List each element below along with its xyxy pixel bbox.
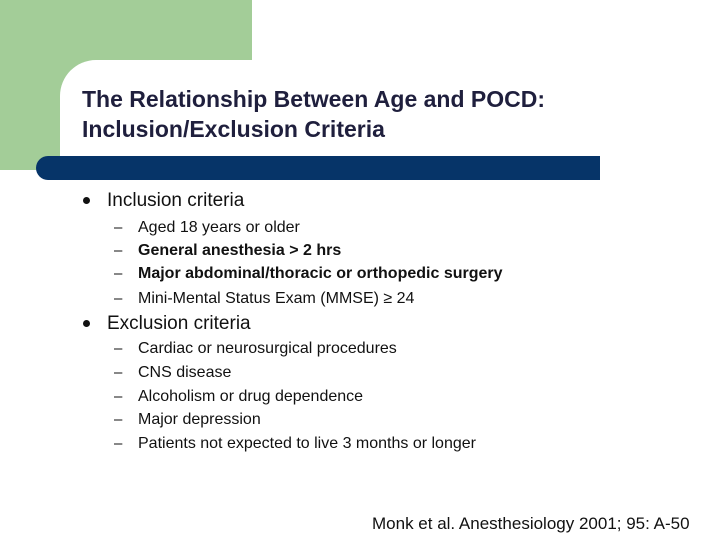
exclusion-heading: Exclusion criteria — [107, 313, 251, 334]
inclusion-item: Aged 18 years or older — [138, 219, 300, 236]
exclusion-item: Patients not expected to live 3 months or longer — [138, 435, 476, 452]
inclusion-item: General anesthesia > 2 hrs — [138, 242, 342, 259]
slide-title — [82, 84, 702, 144]
inclusion-heading: Inclusion criteria — [107, 190, 245, 211]
inclusion-item: Major abdominal/thoracic or orthopedic surgery — [138, 265, 503, 282]
dash-icon: – — [114, 435, 123, 452]
exclusion-item: Alcoholism or drug dependence — [138, 388, 364, 405]
inclusion-item: Mini-Mental Status Exam (MMSE) ≥ 24 — [138, 290, 415, 307]
dash-icon: – — [114, 219, 123, 236]
exclusion-item: Major depression — [138, 411, 261, 428]
exclusion-item: Cardiac or neurosurgical procedures — [138, 340, 397, 357]
dash-icon: – — [114, 340, 123, 357]
slide-title-line-1: The Relationship Between Age and POCD: — [82, 86, 546, 112]
dash-icon: – — [114, 242, 123, 259]
citation: Monk et al. Anesthesiology 2001; 95: A-50 — [372, 514, 690, 533]
exclusion-item: CNS disease — [138, 364, 232, 381]
dash-icon: – — [114, 265, 123, 282]
title-underline-bar — [36, 156, 600, 180]
dash-icon: – — [114, 411, 123, 428]
dash-icon: – — [114, 290, 123, 307]
slide-title-line-2: Inclusion/Exclusion Criteria — [82, 116, 385, 142]
bullet-icon — [83, 197, 90, 204]
dash-icon: – — [114, 388, 123, 405]
dash-icon: – — [114, 364, 123, 381]
bullet-icon — [83, 320, 90, 327]
